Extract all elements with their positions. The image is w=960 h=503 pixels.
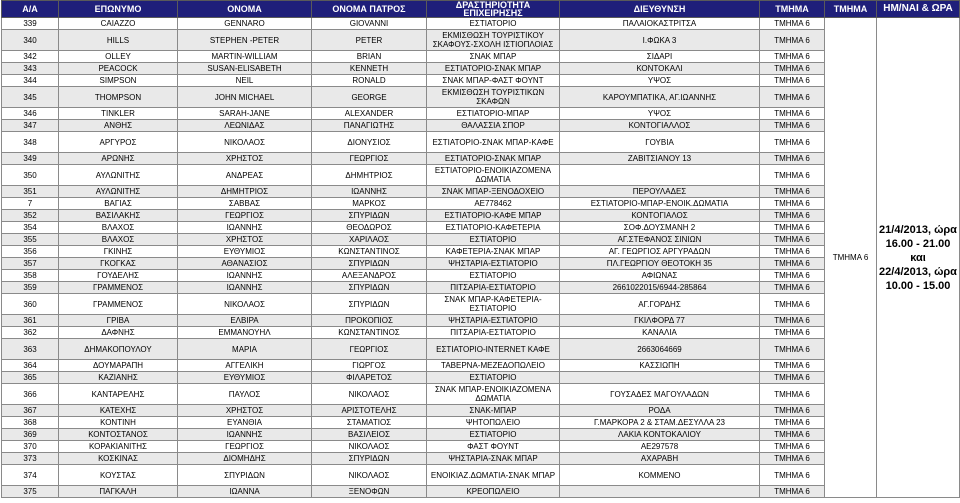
cell-address: ΓΟΥΣΑΔΕΣ ΜΑΓΟΥΛΑΔΩΝ <box>560 384 760 405</box>
table-row <box>2 372 960 384</box>
cell-dept: ΤΜΗΜΑ 6 <box>760 453 825 465</box>
cell-dept: ΤΜΗΜΑ 6 <box>760 339 825 360</box>
cell-name: GENNARO <box>178 18 312 30</box>
cell-aa: 355 <box>2 234 59 246</box>
cell-dept: ΤΜΗΜΑ 6 <box>760 372 825 384</box>
cell-aa: 358 <box>2 270 59 282</box>
cell-surname: ΑΡΓΥΡΟΣ <box>59 132 178 153</box>
cell-address: ΑΕ297578 <box>560 441 760 453</box>
cell-father: ΚΩΝΣΤΑΝΤΙΝΟΣ <box>312 327 427 339</box>
cell-name: ΕΥΑΝΘΙΑ <box>178 417 312 429</box>
cell-dept: ΤΜΗΜΑ 6 <box>760 465 825 486</box>
cell-address: 2663064669 <box>560 339 760 360</box>
cell-father: ΔΙΟΝΥΣΙΟΣ <box>312 132 427 153</box>
cell-dept: ΤΜΗΜΑ 6 <box>760 429 825 441</box>
cell-aa: 373 <box>2 453 59 465</box>
cell-activity: ΚΑΦΕΤΕΡΙΑ-ΣΝΑΚ ΜΠΑΡ <box>427 246 560 258</box>
cell-aa: 348 <box>2 132 59 153</box>
cell-surname: TINKLER <box>59 108 178 120</box>
cell-activity: ΕΣΤΙΑΤΟΡΙΟ <box>427 372 560 384</box>
col-header-aa: Α/Α <box>2 1 59 18</box>
table-row <box>2 51 960 63</box>
cell-dates <box>877 18 960 498</box>
cell-address: ΚΑΝΑΛΙΑ <box>560 327 760 339</box>
cell-father: ΣΠΥΡΙΔΩΝ <box>312 258 427 270</box>
cell-name: SUSAN-ELISABETH <box>178 63 312 75</box>
cell-address <box>560 486 760 498</box>
cell-name: ΣΠΥΡΙΔΩΝ <box>178 465 312 486</box>
cell-name: ΠΑΥΛΟΣ <box>178 384 312 405</box>
cell-dept: ΤΜΗΜΑ 6 <box>760 87 825 108</box>
cell-name: ΜΑΡΙΑ <box>178 339 312 360</box>
table-row <box>2 165 960 186</box>
table-row <box>2 453 960 465</box>
table-row <box>2 417 960 429</box>
table-row <box>2 339 960 360</box>
cell-activity: ΕΣΤΙΑΤΟΡΙΟ-ΣΝΑΚ ΜΠΑΡ-ΚΑΦΕ <box>427 132 560 153</box>
cell-name: ΕΥΘΥΜΙΟΣ <box>178 246 312 258</box>
cell-surname: THOMPSON <box>59 87 178 108</box>
cell-address: ΥΨΟΣ <box>560 108 760 120</box>
cell-aa: 367 <box>2 405 59 417</box>
table-row <box>2 132 960 153</box>
cell-address: 2661022015/6944-285864 <box>560 282 760 294</box>
cell-activity: ΨΗΣΤΑΡΙΑ-ΣΝΑΚ ΜΠΑΡ <box>427 453 560 465</box>
cell-dept-merged: ΤΜΗΜΑ 6 <box>825 18 877 498</box>
dates-line: 16.00 - 21.00 <box>885 237 951 250</box>
cell-father: PETER <box>312 30 427 51</box>
cell-activity: ΤΑΒΕΡΝΑ-ΜΕΖΕΔΟΠΩΛΕΙΟ <box>427 360 560 372</box>
cell-aa: 345 <box>2 87 59 108</box>
table-row <box>2 246 960 258</box>
cell-dept: ΤΜΗΜΑ 6 <box>760 384 825 405</box>
cell-dept: ΤΜΗΜΑ 6 <box>760 405 825 417</box>
col-header-father: ΟΝΟΜΑ ΠΑΤΡΟΣ <box>312 1 427 18</box>
cell-father: ΧΑΡΙΛΑΟΣ <box>312 234 427 246</box>
cell-surname: ΑΡΩΝΗΣ <box>59 153 178 165</box>
cell-aa: 343 <box>2 63 59 75</box>
cell-activity: ΕΣΤΙΑΤΟΡΙΟ-ΣΝΑΚ ΜΠΑΡ <box>427 153 560 165</box>
cell-address: ΚΟΝΤΟΓΙΑΛΛΟΣ <box>560 120 760 132</box>
cell-father: ΓΙΩΡΓΟΣ <box>312 360 427 372</box>
cell-father: GIOVANNI <box>312 18 427 30</box>
cell-activity: ΨΗΣΤΑΡΙΑ-ΕΣΤΙΑΤΟΡΙΟ <box>427 315 560 327</box>
cell-name: ΣΑΒΒΑΣ <box>178 198 312 210</box>
cell-activity: ΕΝΟΙΚΙΑΖ.ΔΩΜΑΤΙΑ-ΣΝΑΚ ΜΠΑΡ <box>427 465 560 486</box>
cell-name: ΑΝΔΡΕΑΣ <box>178 165 312 186</box>
cell-name: ΙΩΑΝΝΗΣ <box>178 222 312 234</box>
cell-surname: ΚΟΝΤΟΣΤΑΝΟΣ <box>59 429 178 441</box>
table-row <box>2 315 960 327</box>
cell-address: ΚΟΝΤΟΓΙΑΛΟΣ <box>560 210 760 222</box>
cell-surname: SIMPSON <box>59 75 178 87</box>
cell-father: RONALD <box>312 75 427 87</box>
cell-address: ΛΑΚΙΑ ΚΟΝΤΟΚΑΛΙΟΥ <box>560 429 760 441</box>
cell-surname: ΓΚΙΝΗΣ <box>59 246 178 258</box>
cell-father: ΜΑΡΚΟΣ <box>312 198 427 210</box>
cell-dept: ΤΜΗΜΑ 6 <box>760 210 825 222</box>
table-row <box>2 30 960 51</box>
col-header-dept: ΤΜΗΜΑ <box>760 1 825 18</box>
table-row <box>2 465 960 486</box>
cell-dept: ΤΜΗΜΑ 6 <box>760 234 825 246</box>
cell-name: ΙΩΑΝΝΑ <box>178 486 312 498</box>
cell-surname: ΠΑΓΚΑΛΗ <box>59 486 178 498</box>
table-body <box>2 18 960 498</box>
cell-address: ΥΨΟΣ <box>560 75 760 87</box>
cell-activity: ΣΝΑΚ ΜΠΑΡ-ΕΝΟΙΚΙΑΖΟΜΕΝΑ ΔΩΜΑΤΙΑ <box>427 384 560 405</box>
table-row <box>2 153 960 165</box>
cell-activity: ΕΣΤΙΑΤΟΡΙΟ-ΚΑΦΕ ΜΠΑΡ <box>427 210 560 222</box>
cell-aa: 368 <box>2 417 59 429</box>
cell-dept: ΤΜΗΜΑ 6 <box>760 30 825 51</box>
cell-dept: ΤΜΗΜΑ 6 <box>760 360 825 372</box>
cell-surname: ΔΟΥΜΑΡΑΠΗ <box>59 360 178 372</box>
cell-father: ΓΕΩΡΓΙΟΣ <box>312 339 427 360</box>
cell-dept: ΤΜΗΜΑ 6 <box>760 315 825 327</box>
cell-surname: ΚΑΝΤΑΡΕΛΗΣ <box>59 384 178 405</box>
cell-dept: ΤΜΗΜΑ 6 <box>760 198 825 210</box>
cell-surname: ΓΡΑΜΜΕΝΟΣ <box>59 294 178 315</box>
cell-activity: ΕΣΤΙΑΤΟΡΙΟ-ΕΝΟΙΚΙΑΖΟΜΕΝΑ ΔΩΜΑΤΙΑ <box>427 165 560 186</box>
cell-surname: ΓΡΙΒΑ <box>59 315 178 327</box>
table-row <box>2 294 960 315</box>
cell-dept: ΤΜΗΜΑ 6 <box>760 153 825 165</box>
cell-surname: ΓΚΟΓΚΑΣ <box>59 258 178 270</box>
cell-name: ΕΜΜΑΝΟΥΗΛ <box>178 327 312 339</box>
cell-father: ΣΠΥΡΙΔΩΝ <box>312 210 427 222</box>
cell-aa: 349 <box>2 153 59 165</box>
cell-father: ΑΡΙΣΤΟΤΕΛΗΣ <box>312 405 427 417</box>
header-row <box>2 1 960 18</box>
cell-dept: ΤΜΗΜΑ 6 <box>760 132 825 153</box>
cell-father: ΑΛΕΞΑΝΔΡΟΣ <box>312 270 427 282</box>
cell-name: ΙΩΑΝΝΗΣ <box>178 270 312 282</box>
cell-father: ΙΩΑΝΝΗΣ <box>312 186 427 198</box>
cell-surname: OLLEY <box>59 51 178 63</box>
cell-dept: ΤΜΗΜΑ 6 <box>760 222 825 234</box>
cell-dept: ΤΜΗΜΑ 6 <box>760 417 825 429</box>
cell-activity: ΕΚΜΙΣΘΩΣΗ ΤΟΥΡΙΣΤΙΚΩΝ ΣΚΑΦΩΝ <box>427 87 560 108</box>
cell-activity: ΑΕ778462 <box>427 198 560 210</box>
table-row <box>2 87 960 108</box>
cell-aa: 356 <box>2 246 59 258</box>
table-row <box>2 429 960 441</box>
cell-name: ΕΛΒΙΡΑ <box>178 315 312 327</box>
cell-surname: ΑΥΛΩΝΙΤΗΣ <box>59 186 178 198</box>
cell-aa: 362 <box>2 327 59 339</box>
cell-name: STEPHEN -PETER <box>178 30 312 51</box>
cell-surname: ΚΟΥΣΤΑΣ <box>59 465 178 486</box>
cell-father: ΣΤΑΜΑΤΙΟΣ <box>312 417 427 429</box>
table-row <box>2 405 960 417</box>
cell-surname: ΒΛΑΧΟΣ <box>59 222 178 234</box>
dates-line: 21/4/2013, ώρα <box>879 223 957 236</box>
cell-father: KENNETH <box>312 63 427 75</box>
cell-aa: 370 <box>2 441 59 453</box>
cell-aa: 351 <box>2 186 59 198</box>
cell-dept: ΤΜΗΜΑ 6 <box>760 165 825 186</box>
cell-surname: ΚΑΖΙΑΝΗΣ <box>59 372 178 384</box>
cell-activity: ΨΗΣΤΑΡΙΑ-ΕΣΤΙΑΤΟΡΙΟ <box>427 258 560 270</box>
cell-dept: ΤΜΗΜΑ 6 <box>760 63 825 75</box>
cell-activity: ΕΣΤΙΑΤΟΡΙΟ <box>427 429 560 441</box>
cell-father: ΝΙΚΟΛΑΟΣ <box>312 384 427 405</box>
cell-name: ΓΕΩΡΓΙΟΣ <box>178 441 312 453</box>
cell-address: ΣΟΦ.ΔΟΥΣΜΑΝΗ 2 <box>560 222 760 234</box>
cell-dept: ΤΜΗΜΑ 6 <box>760 327 825 339</box>
cell-address: ΠΛ.ΓΕΩΡΓΙΟΥ ΘΕΟΤΟΚΗ 35 <box>560 258 760 270</box>
col-header-dept-merged: ΤΜΗΜΑ <box>825 1 877 18</box>
cell-father: ΣΠΥΡΙΔΩΝ <box>312 282 427 294</box>
cell-activity: ΚΡΕΟΠΩΛΕΙΟ <box>427 486 560 498</box>
cell-father: ΓΕΩΡΓΙΟΣ <box>312 153 427 165</box>
cell-activity: ΦΑΣΤ ΦΟΥΝΤ <box>427 441 560 453</box>
cell-father: ΔΗΜΗΤΡΙΟΣ <box>312 165 427 186</box>
cell-activity: ΕΣΤΙΑΤΟΡΙΟ <box>427 18 560 30</box>
cell-father: ΝΙΚΟΛΑΟΣ <box>312 441 427 453</box>
cell-activity: ΣΝΑΚ ΜΠΑΡ <box>427 51 560 63</box>
cell-aa: 347 <box>2 120 59 132</box>
table-row <box>2 258 960 270</box>
table-row <box>2 75 960 87</box>
cell-address: ΚΟΝΤΟΚΑΛΙ <box>560 63 760 75</box>
cell-address: ΓΚΙΛΦΟΡΔ 77 <box>560 315 760 327</box>
cell-dept: ΤΜΗΜΑ 6 <box>760 186 825 198</box>
cell-name: ΕΥΘΥΜΙΟΣ <box>178 372 312 384</box>
cell-dept: ΤΜΗΜΑ 6 <box>760 486 825 498</box>
cell-address: ΑΦΙΩΝΑΣ <box>560 270 760 282</box>
cell-aa: 344 <box>2 75 59 87</box>
cell-surname: ΑΝΘΗΣ <box>59 120 178 132</box>
cell-dept: ΤΜΗΜΑ 6 <box>760 294 825 315</box>
cell-father: ΠΡΟΚΟΠΙΟΣ <box>312 315 427 327</box>
cell-name: ΑΓΓΕΛΙΚΗ <box>178 360 312 372</box>
cell-name: ΝΙΚΟΛΑΟΣ <box>178 294 312 315</box>
cell-dept: ΤΜΗΜΑ 6 <box>760 120 825 132</box>
table-row <box>2 360 960 372</box>
cell-dept: ΤΜΗΜΑ 6 <box>760 51 825 63</box>
cell-activity: ΕΣΤΙΑΤΟΡΙΟ-ΣΝΑΚ ΜΠΑΡ <box>427 63 560 75</box>
cell-surname: ΒΑΣΙΛΑΚΗΣ <box>59 210 178 222</box>
cell-father: ΘΕΟΔΩΡΟΣ <box>312 222 427 234</box>
cell-father: ΣΠΥΡΙΔΩΝ <box>312 294 427 315</box>
cell-aa: 7 <box>2 198 59 210</box>
cell-surname: CAIAZZO <box>59 18 178 30</box>
cell-father: ΣΠΥΡΙΔΩΝ <box>312 453 427 465</box>
col-header-dates: ΗΜ/ΝΑΙ & ΩΡΑ <box>877 1 960 18</box>
cell-aa: 366 <box>2 384 59 405</box>
cell-father: ΚΩΝΣΤΑΝΤΙΝΟΣ <box>312 246 427 258</box>
cell-activity: ΕΣΤΙΑΤΟΡΙΟ-ΜΠΑΡ <box>427 108 560 120</box>
cell-activity: ΣΝΑΚ ΜΠΑΡ-ΦΑΣΤ ΦΟΥΝΤ <box>427 75 560 87</box>
cell-name: ΙΩΑΝΝΗΣ <box>178 429 312 441</box>
cell-aa: 359 <box>2 282 59 294</box>
cell-father: ΠΑΝΑΓΙΩΤΗΣ <box>312 120 427 132</box>
cell-aa: 375 <box>2 486 59 498</box>
cell-surname: ΓΡΑΜΜΕΝΟΣ <box>59 282 178 294</box>
cell-address: ΑΓ. ΓΕΩΡΓΙΟΣ ΑΡΓΥΡΑΔΩΝ <box>560 246 760 258</box>
cell-name: MARTIN-WILLIAM <box>178 51 312 63</box>
cell-surname: ΚΑΤΕΧΗΣ <box>59 405 178 417</box>
table-row <box>2 210 960 222</box>
cell-father: ΒΑΣΙΛΕΙΟΣ <box>312 429 427 441</box>
cell-father: ΝΙΚΟΛΑΟΣ <box>312 465 427 486</box>
cell-aa: 342 <box>2 51 59 63</box>
cell-aa: 354 <box>2 222 59 234</box>
cell-activity: ΣΝΑΚ ΜΠΑΡ-ΚΑΦΕΤΕΡΙΑ-ΕΣΤΙΑΤΟΡΙΟ <box>427 294 560 315</box>
cell-surname: PEACOCK <box>59 63 178 75</box>
cell-surname: ΚΟΡΑΚΙΑΝΙΤΗΣ <box>59 441 178 453</box>
cell-address <box>560 165 760 186</box>
cell-aa: 350 <box>2 165 59 186</box>
cell-father: ΞΕΝΟΦΩΝ <box>312 486 427 498</box>
cell-name: ΧΡΗΣΤΟΣ <box>178 405 312 417</box>
cell-father: GEORGE <box>312 87 427 108</box>
cell-father: ΦΙΛΑΡΕΤΟΣ <box>312 372 427 384</box>
cell-name: ΝΙΚΟΛΑΟΣ <box>178 132 312 153</box>
table-row <box>2 486 960 498</box>
cell-activity: ΕΣΤΙΑΤΟΡΙΟ <box>427 270 560 282</box>
cell-aa: 339 <box>2 18 59 30</box>
cell-surname: ΔΗΜΑΚΟΠΟΥΛΟΥ <box>59 339 178 360</box>
cell-name: ΧΡΗΣΤΟΣ <box>178 153 312 165</box>
col-header-surname: ΕΠΩΝΥΜΟ <box>59 1 178 18</box>
col-header-activity: ΔΡΑΣΤΗΡΙΟΤΗΤΑ ΕΠΙΧΕΙΡΗΣΗΣ <box>427 1 560 18</box>
cell-address <box>560 372 760 384</box>
cell-dept: ΤΜΗΜΑ 6 <box>760 258 825 270</box>
dates-line: και <box>910 251 926 264</box>
cell-father: ALEXANDER <box>312 108 427 120</box>
cell-aa: 369 <box>2 429 59 441</box>
cell-aa: 346 <box>2 108 59 120</box>
cell-name: NEIL <box>178 75 312 87</box>
cell-dept: ΤΜΗΜΑ 6 <box>760 441 825 453</box>
cell-activity: ΠΙΤΣΑΡΙΑ-ΕΣΤΙΑΤΟΡΙΟ <box>427 282 560 294</box>
cell-aa: 361 <box>2 315 59 327</box>
table-row <box>2 18 960 30</box>
cell-address: ΠΕΡΟΥΛΑΔΕΣ <box>560 186 760 198</box>
cell-dept: ΤΜΗΜΑ 6 <box>760 75 825 87</box>
cell-dept: ΤΜΗΜΑ 6 <box>760 270 825 282</box>
cell-address: ΚΑΣΣΙΩΠΗ <box>560 360 760 372</box>
table-row <box>2 270 960 282</box>
cell-aa: 374 <box>2 465 59 486</box>
table-row <box>2 198 960 210</box>
cell-surname: HILLS <box>59 30 178 51</box>
cell-address: ΠΑΛΑΙΟΚΑΣΤΡΙΤΣΑ <box>560 18 760 30</box>
cell-aa: 363 <box>2 339 59 360</box>
cell-activity: ΠΙΤΣΑΡΙΑ-ΕΣΤΙΑΤΟΡΙΟ <box>427 327 560 339</box>
cell-name: ΓΕΩΡΓΙΟΣ <box>178 210 312 222</box>
cell-activity: ΘΑΛΑΣΣΙΑ ΣΠΟΡ <box>427 120 560 132</box>
cell-address: ΚΟΜΜΕΝΟ <box>560 465 760 486</box>
cell-dept: ΤΜΗΜΑ 6 <box>760 108 825 120</box>
cell-aa: 364 <box>2 360 59 372</box>
dates-line: 10.00 - 15.00 <box>885 279 951 292</box>
cell-activity: ΨΗΤΟΠΩΛΕΙΟ <box>427 417 560 429</box>
cell-address: ΓΟΥΒΙΑ <box>560 132 760 153</box>
cell-activity: ΣΝΑΚ-ΜΠΑΡ <box>427 405 560 417</box>
cell-surname: ΒΑΓΙΑΣ <box>59 198 178 210</box>
schedule-table <box>1 0 960 498</box>
table-row <box>2 384 960 405</box>
cell-activity: ΣΝΑΚ ΜΠΑΡ-ΞΕΝΟΔΟΧΕΙΟ <box>427 186 560 198</box>
cell-name: ΛΕΩΝΙΔΑΣ <box>178 120 312 132</box>
table-row <box>2 282 960 294</box>
cell-name: ΑΘΑΝΑΣΙΟΣ <box>178 258 312 270</box>
table-row <box>2 441 960 453</box>
cell-address: ΖΑΒΙΤΣΙΑΝΟΥ 13 <box>560 153 760 165</box>
cell-name: ΙΩΑΝΝΗΣ <box>178 282 312 294</box>
cell-address: ΡΟΔΑ <box>560 405 760 417</box>
cell-name: ΧΡΗΣΤΟΣ <box>178 234 312 246</box>
table-row <box>2 327 960 339</box>
cell-aa: 365 <box>2 372 59 384</box>
cell-address: ΣΙΔΑΡΙ <box>560 51 760 63</box>
table-row <box>2 63 960 75</box>
table-row <box>2 234 960 246</box>
cell-surname: ΓΟΥΔΕΛΗΣ <box>59 270 178 282</box>
cell-aa: 360 <box>2 294 59 315</box>
cell-aa: 352 <box>2 210 59 222</box>
table-row <box>2 222 960 234</box>
table-row <box>2 186 960 198</box>
cell-aa: 357 <box>2 258 59 270</box>
cell-dept: ΤΜΗΜΑ 6 <box>760 246 825 258</box>
cell-activity: ΕΚΜΙΣΘΩΣΗ ΤΟΥΡΙΣΤΙΚΟΥ ΣΚΑΦΟΥΣ-ΣΧΟΛΗ ΙΣΤΙΟΠΛΟΙΑΣ <box>427 30 560 51</box>
cell-father: BRIAN <box>312 51 427 63</box>
cell-name: ΔΙΟΜΗΔΗΣ <box>178 453 312 465</box>
cell-address: Γ.ΜΑΡΚΟΡΑ 2 & ΣΤΑΜ.ΔΕΣΥΛΛΑ 23 <box>560 417 760 429</box>
cell-name: JOHN MICHAEL <box>178 87 312 108</box>
col-header-address: ΔΙΕΥΘΥΝΣΗ <box>560 1 760 18</box>
cell-address: ΚΑΡΟΥΜΠΑΤΙΚΑ, ΑΓ.ΙΩΑΝΝΗΣ <box>560 87 760 108</box>
cell-dept: ΤΜΗΜΑ 6 <box>760 18 825 30</box>
cell-address: Ι.ΦΩΚΑ 3 <box>560 30 760 51</box>
cell-activity: ΕΣΤΙΑΤΟΡΙΟ <box>427 234 560 246</box>
table-row <box>2 120 960 132</box>
cell-surname: ΑΥΛΩΝΙΤΗΣ <box>59 165 178 186</box>
dates-line: 22/4/2013, ώρα <box>879 265 957 278</box>
cell-name: SARAH-JANE <box>178 108 312 120</box>
cell-surname: ΚΟΣΚΙΝΑΣ <box>59 453 178 465</box>
cell-address: ΑΓ.ΣΤΕΦΑΝΟΣ ΣΙΝΙΩΝ <box>560 234 760 246</box>
table-row <box>2 108 960 120</box>
cell-activity: ΕΣΤΙΑΤΟΡΙΟ-ΚΑΦΕΤΕΡΙΑ <box>427 222 560 234</box>
cell-surname: ΔΑΦΝΗΣ <box>59 327 178 339</box>
cell-surname: ΒΛΑΧΟΣ <box>59 234 178 246</box>
cell-address: ΑΧΑΡΑΒΗ <box>560 453 760 465</box>
cell-surname: ΚΟΝΤΙΝΗ <box>59 417 178 429</box>
col-header-name: ΟΝΟΜΑ <box>178 1 312 18</box>
cell-aa: 340 <box>2 30 59 51</box>
cell-dept: ΤΜΗΜΑ 6 <box>760 282 825 294</box>
cell-name: ΔΗΜΗΤΡΙΟΣ <box>178 186 312 198</box>
cell-address: ΑΓ.ΓΟΡΔΗΣ <box>560 294 760 315</box>
cell-activity: ΕΣΤΙΑΤΟΡΙΟ-INTERNET ΚΑΦΕ <box>427 339 560 360</box>
cell-address: ΕΣΤΙΑΤΟΡΙΟ-ΜΠΑΡ-ΕΝΟΙΚ.ΔΩΜΑΤΙΑ <box>560 198 760 210</box>
